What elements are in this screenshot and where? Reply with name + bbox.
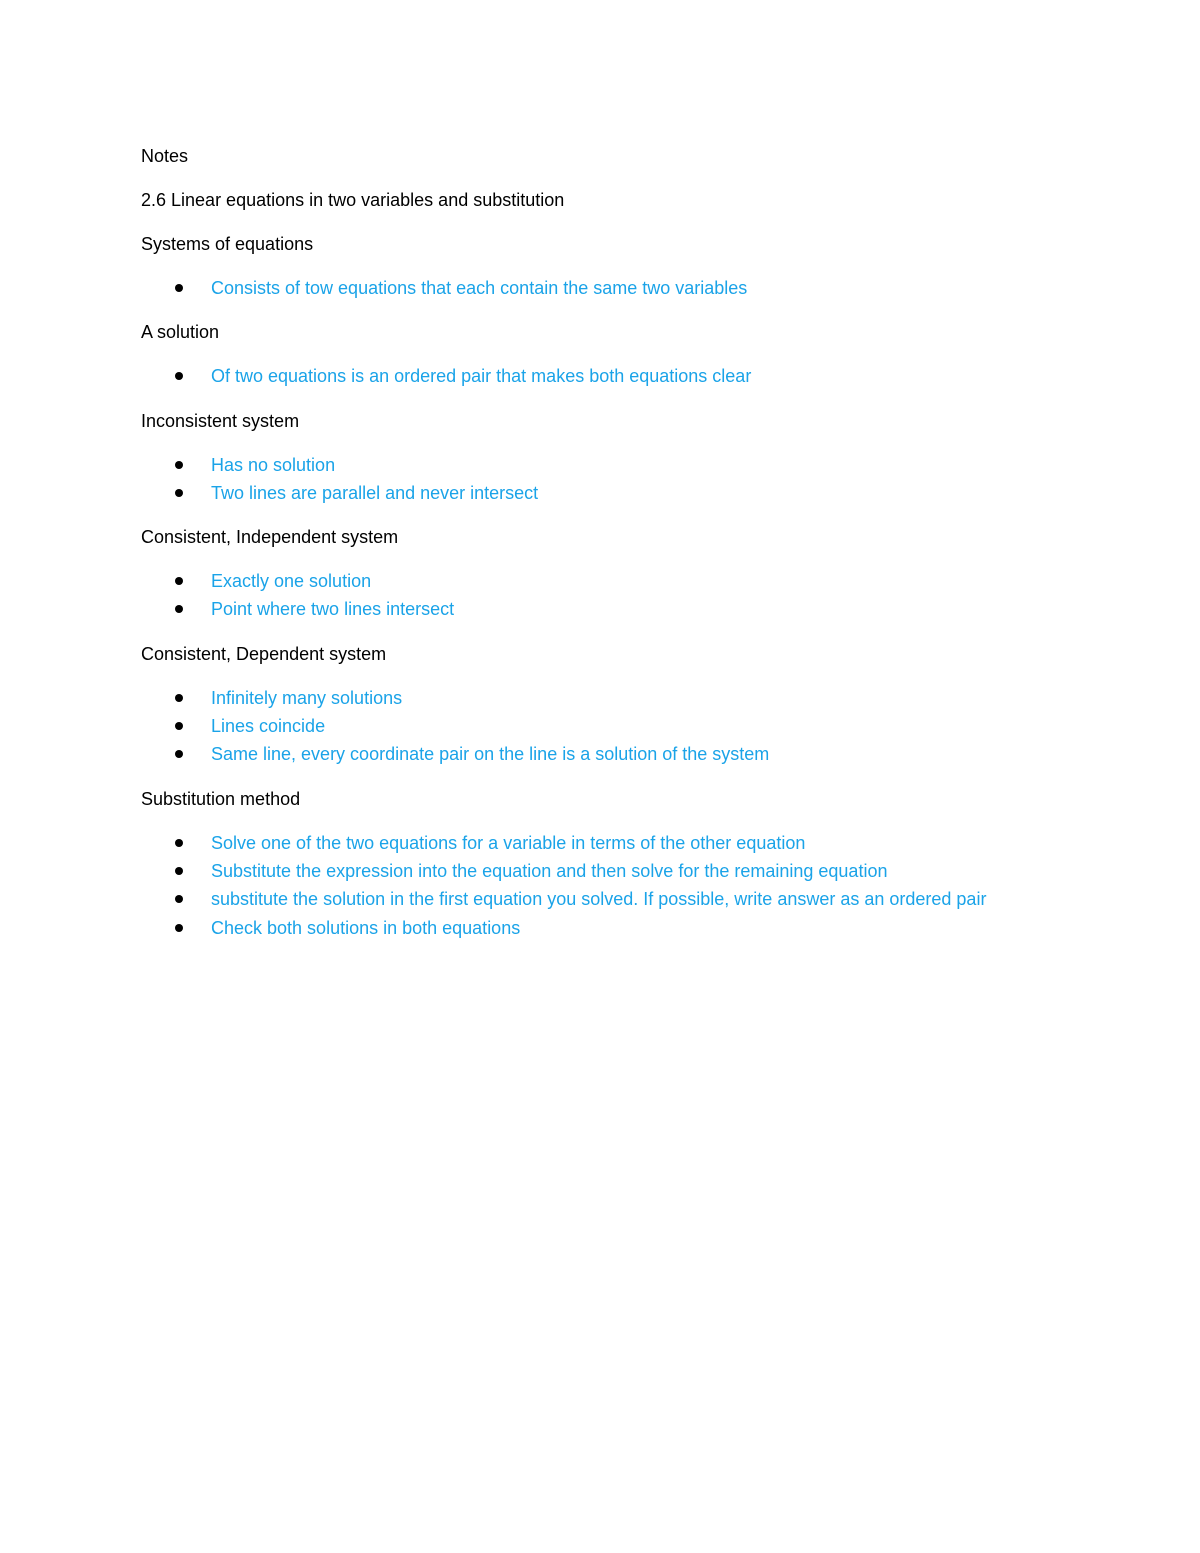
list-item bbox=[141, 274, 1041, 302]
list-item bbox=[141, 451, 1041, 479]
bullet-icon bbox=[175, 461, 183, 469]
list-item bbox=[141, 567, 1041, 595]
bullet-icon bbox=[175, 750, 183, 758]
list-item-text: Same line, every coordinate pair on the line is a solution of the system bbox=[211, 744, 770, 765]
bullet-icon bbox=[175, 694, 183, 702]
section-heading-independent: Consistent, Independent system bbox=[141, 527, 399, 548]
list-item bbox=[141, 595, 1041, 623]
list-item-text: Lines coincide bbox=[211, 716, 326, 737]
list-item-text: substitute the solution in the first equation you solved. If possible, write answer as an ordered pair bbox=[211, 889, 987, 910]
list-item bbox=[141, 479, 1041, 507]
bullet-icon bbox=[175, 722, 183, 730]
list-item-text: Has no solution bbox=[211, 454, 336, 475]
bullet-icon bbox=[175, 489, 183, 497]
section-heading-inconsistent: Inconsistent system bbox=[141, 410, 300, 431]
list-item-text: Of two equations is an ordered pair that makes both equations clear bbox=[211, 366, 752, 387]
section-heading-systems: Systems of equations bbox=[141, 234, 314, 254]
list-item-text: Substitute the expression into the equation and then solve for the remaining equation bbox=[211, 860, 888, 881]
bullet-icon bbox=[175, 372, 183, 380]
list-item-text: Consists of tow equations that each contain the same two variables bbox=[211, 278, 748, 298]
list-item bbox=[141, 914, 1041, 942]
bullet-icon bbox=[175, 895, 183, 903]
list-item bbox=[141, 829, 1041, 857]
bullet-list-systems bbox=[141, 274, 1041, 302]
document-page bbox=[141, 142, 1041, 958]
list-item-text: Two lines are parallel and never intersect bbox=[211, 482, 539, 503]
list-item-text: Point where two lines intersect bbox=[211, 599, 455, 620]
bullet-icon bbox=[175, 867, 183, 875]
list-item-text: Check both solutions in both equations bbox=[211, 917, 521, 938]
list-item bbox=[141, 684, 1041, 712]
list-item-text: Exactly one solution bbox=[211, 571, 372, 592]
bullet-list-dependent bbox=[141, 684, 1041, 769]
list-item bbox=[141, 712, 1041, 740]
bullet-list-solution bbox=[141, 362, 1041, 390]
section-heading-substitution: Substitution method bbox=[141, 788, 301, 809]
list-item bbox=[141, 740, 1041, 768]
list-item bbox=[141, 885, 1041, 913]
section-heading-dependent: Consistent, Dependent system bbox=[141, 643, 387, 664]
bullet-icon bbox=[175, 839, 183, 847]
bullet-icon bbox=[175, 924, 183, 932]
bullet-list-independent bbox=[141, 567, 1041, 624]
bullet-list-substitution bbox=[141, 829, 1041, 942]
section-title: 2.6 Linear equations in two variables and substitution bbox=[141, 190, 565, 210]
page-title: Notes bbox=[141, 146, 189, 166]
list-item-text: Solve one of the two equations for a variable in terms of the other equation bbox=[211, 832, 806, 853]
bullet-icon bbox=[175, 284, 183, 292]
list-item bbox=[141, 857, 1041, 885]
bullet-icon bbox=[175, 577, 183, 585]
list-item bbox=[141, 362, 1041, 390]
bullet-list-inconsistent bbox=[141, 451, 1041, 508]
list-item-text: Infinitely many solutions bbox=[211, 687, 403, 708]
section-heading-solution: A solution bbox=[141, 322, 220, 343]
bullet-icon bbox=[175, 605, 183, 613]
